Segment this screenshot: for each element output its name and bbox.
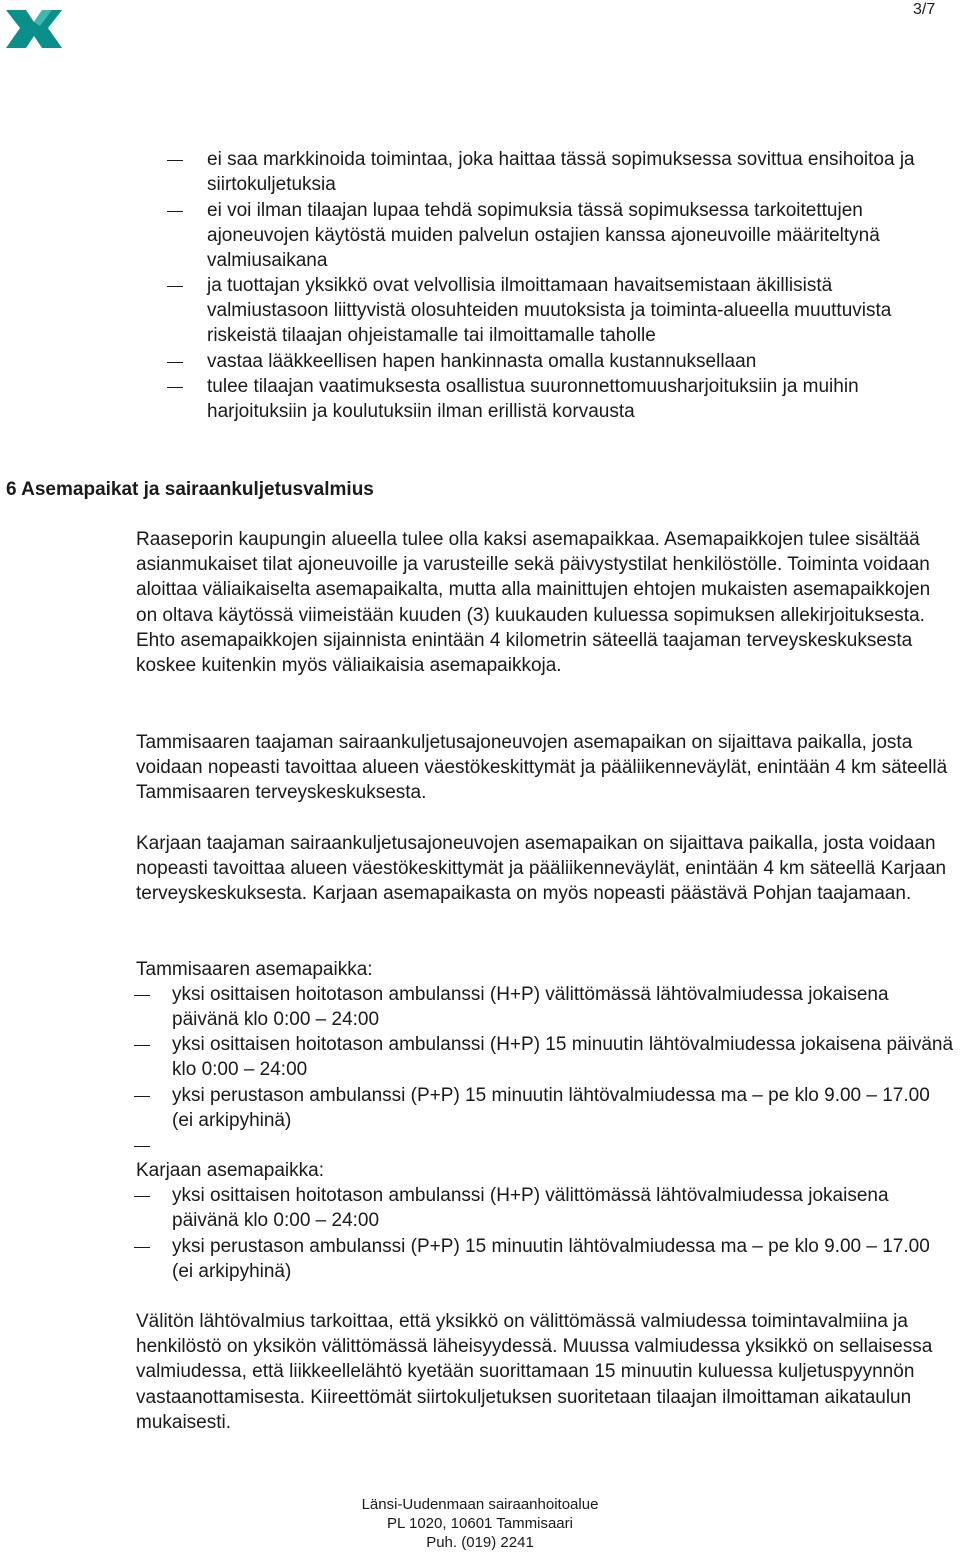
bullet-dash (167, 362, 183, 363)
bullet-dash (167, 387, 183, 388)
list-item: tulee tilaajan vaatimuksesta osallistua suuronnettomuusharjoituksiin ja muihin harjoituksiin ja koulutuksiin ilman erillistä korvausta (207, 376, 859, 423)
bullet-dash (167, 211, 183, 212)
list-item: ei saa markkinoida toimintaa, joka haittaa tässä sopimuksessa sovittua ensihoitoa ja siirtokuljetuksia (207, 149, 915, 196)
bullet-dash (134, 1045, 150, 1046)
org-line-3: Länsi-Uudenmaan sairaanhoitoalue (76, 42, 329, 59)
page-number: 3/7 (913, 1, 936, 18)
list-item: yksi osittaisen hoitotason ambulanssi (H+P) 15 minuutin lähtövalmiudessa jokaisena päivänä klo 0:00 – 24:00 (172, 1034, 954, 1081)
closing-paragraph: Välitön lähtövalmius tarkoittaa, että yksikkö on välittömässä valmiudessa toimintavalmiina ja henkilöstö on yksikön välittömässä läheisyydessä. Muussa valmiudessa yksikkö on sellaisessa valmiudessa, että liikkeellelähtö kyetään suorittamaan 15 minuutin kuluessa kuljetuspyynnön vastaanottamisesta. Kiireettömät siirtokuljetuksen suoritetaan tilaajan ilmoittaman aikataulun mukaisesti. (136, 1311, 933, 1433)
bullet-dash (134, 995, 150, 996)
list-item: yksi perustason ambulanssi (P+P) 15 minuutin lähtövalmiudessa ma – pe klo 9.00 – 17.00 (ei arkipyhinä) (172, 1236, 930, 1283)
list-item: yksi osittaisen hoitotason ambulanssi (H+P) välittömässä lähtövalmiudessa jokaisena päivänä klo 0:00 – 24:00 (172, 984, 889, 1031)
bullet-dash (134, 1196, 150, 1197)
list-item: yksi perustason ambulanssi (P+P) 15 minuutin lähtövalmiudessa ma – pe klo 9.00 – 17.00 (ei arkipyhinä) (172, 1085, 930, 1132)
karjaa-label: Karjaan asemapaikka: (136, 1160, 324, 1181)
footer-line-2: PL 1020, 10601 Tammisaari (387, 1515, 573, 1532)
bullet-dash (134, 1247, 150, 1248)
bullet-dash (134, 1096, 150, 1097)
list-item: yksi osittaisen hoitotason ambulanssi (H+P) välittömässä lähtövalmiudessa jokaisena päivänä klo 0:00 – 24:00 (172, 1185, 889, 1232)
footer-line-1: Länsi-Uudenmaan sairaanhoitoalue (361, 1496, 599, 1513)
list-item: ja tuottajan yksikkö ovat velvollisia ilmoittamaan havaitsemistaan äkillisistä valmiustasoon liittyvistä olosuhteiden muutoksista ja toiminta-alueella muuttuvista riskeistä tilaajan ohjeistamalle tai ilmoittamalle taholle (207, 275, 892, 347)
paragraph: Tammisaaren taajaman sairaankuljetusajoneuvojen asemapaikan on sijaittava paikalla, josta voidaan nopeasti tavoittaa alueen väestökeskittymät ja pääliikenneväylät, enintään 4 km säteellä Tammisaaren terveyskeskuksesta. (136, 732, 948, 804)
header-date: 31.5.2012 (524, 63, 596, 80)
hus-logo-icon (4, 6, 64, 52)
tammisaari-label: Tammisaaren asemapaikka: (136, 959, 373, 980)
org-line-1: HELSINGIN JA UUDENMAAN (76, 2, 293, 19)
org-line-2: SAIRAANHOITOPIIRI (76, 22, 233, 39)
paragraph: Raaseporin kaupungin alueella tulee olla kaksi asemapaikkaa. Asemapaikkojen tulee sisältää asianmukaiset tilat ajoneuvoille ja varusteille sekä päivystystilat henkilöstölle. Toiminta voidaan aloittaa väliaikaiselta asemapaikalta, mutta alla mainittujen ehtojen mukaisten asemapaikkojen on oltava käytössä viimeistään kuuden (3) kuukauden kuluessa sopimuksen allekirjoituksesta. Ehto asemapaikkojen sijainnista enintään 4 kilometrin säteellä taajaman terveyskeskuksesta koskee kuitenkin myös väliaikaisia asemapaikkoja. (136, 529, 931, 677)
bullet-dash (167, 160, 183, 161)
bullet-dash-empty (134, 1146, 150, 1147)
list-item: ei voi ilman tilaajan lupaa tehdä sopimuksia tässä sopimuksessa tarkoitettujen ajoneuvojen käytöstä muiden palvelun ostajien kanssa ajoneuvoille määriteltynä valmiusaikana (207, 200, 880, 272)
header-organization (76, 1, 329, 61)
list-item: vastaa lääkkeellisen hapen hankinnasta omalla kustannuksellaan (207, 351, 757, 372)
paragraph: Karjaan taajaman sairaankuljetusajoneuvojen asemapaikan on sijaittava paikalla, josta voidaan nopeasti tavoittaa alueen väestökeskittymät ja pääliikenneväylät, enintään 4 km säteellä Karjaan terveyskeskuksesta. Karjaan asemapaikasta on myös nopeasti päästävä Pohjan taajamaan. (136, 833, 947, 905)
bullet-dash (167, 286, 183, 287)
footer-line-3: Puh. (019) 2241 (426, 1534, 534, 1551)
section-title: 6 Asemapaikat ja sairaankuljetusvalmius (6, 479, 374, 500)
